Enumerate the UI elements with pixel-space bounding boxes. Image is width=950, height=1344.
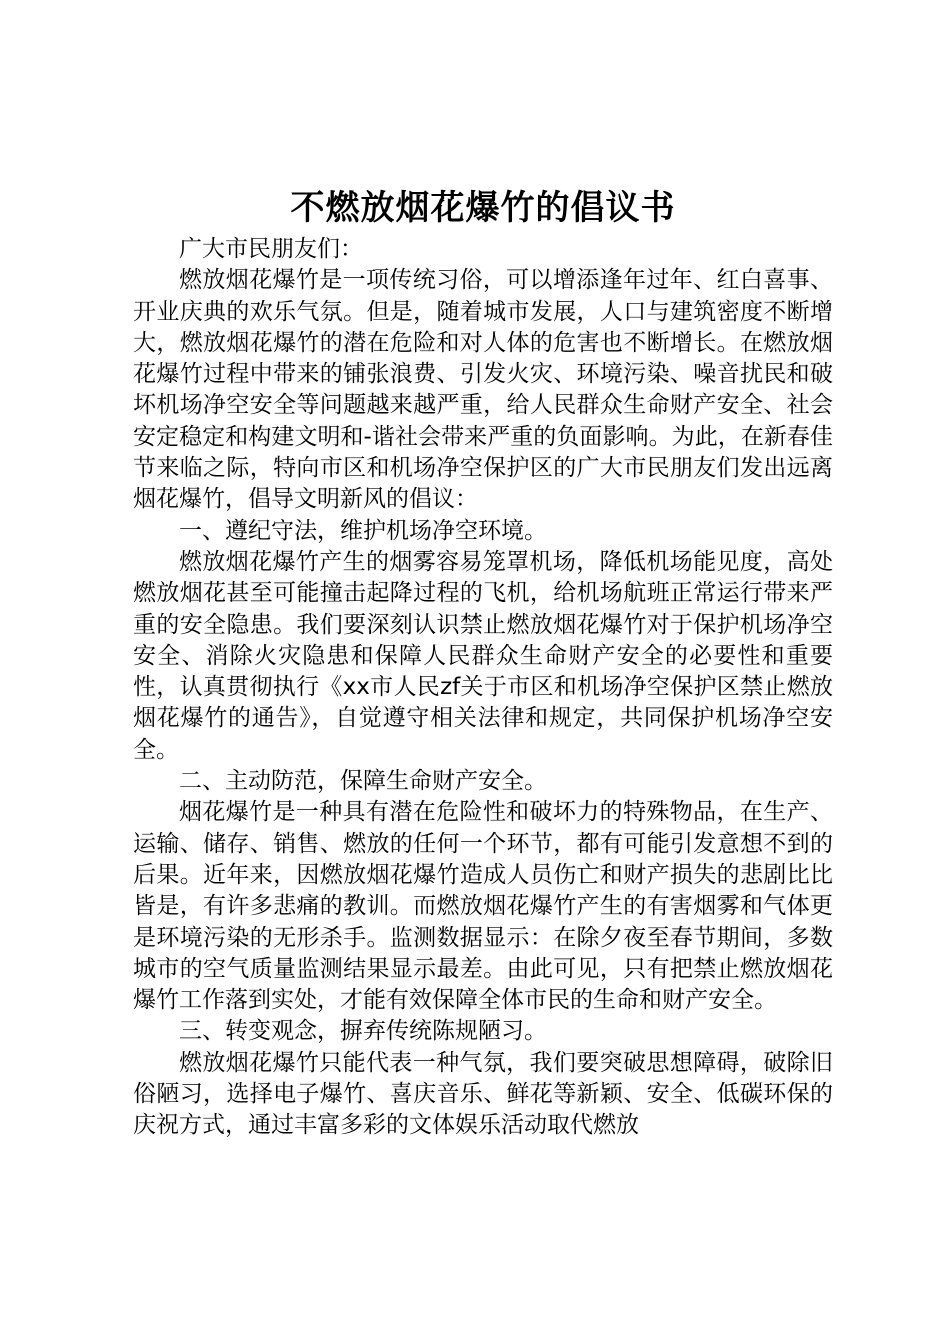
salutation: 广大市民朋友们： bbox=[179, 236, 363, 262]
section-paragraph-3: 燃放烟花爆竹只能代表一种气氛，我们要突破思想障碍，破除旧俗陋习，选择电子爆竹、喜庆音乐、鲜花等新颖、安全、低碳环保的庆祝方式，通过丰富多彩的文体娱乐活动取代燃放 bbox=[133, 1049, 833, 1139]
document-title: 不燃放烟花爆竹的倡议书 bbox=[290, 188, 676, 228]
section-heading-3: 三、转变观念，摒弃传统陈规陋习。 bbox=[179, 1018, 547, 1045]
section-heading-2: 二、主动防范，保障生命财产安全。 bbox=[179, 768, 547, 795]
section-paragraph-1: 燃放烟花爆竹产生的烟雾容易笼罩机场，降低机场能见度，高处燃放烟花甚至可能撞击起降过程的飞机，给机场航班正常运行带来严重的安全隐患。我们要深刻认识禁止燃放烟花爆竹对于保护机场净空安全、消除火灾隐患和保障人民群众生命财产安全的必要性和重要性，认真贯彻执行《xx市人民zf关于市区和机场净空保护区禁止燃放烟花爆竹的通告》，自觉遵守相关法律和规定，共同保护机场净空安全。 bbox=[133, 548, 833, 763]
section-paragraph-2: 烟花爆竹是一种具有潜在危险性和破坏力的特殊物品，在生产、运输、储存、销售、燃放的任何一个环节，都有可能引发意想不到的后果。近年来，因燃放烟花爆竹造成人员伤亡和财产损失的悲剧比比皆是，有许多悲痛的教训。而燃放烟花爆竹产生的有害烟雾和气体更是环境污染的无形杀手。监测数据显示：在除夕夜至春节期间，多数城市的空气质量监测结果显示最差。由此可见，只有把禁止燃放烟花爆竹工作落到实处，才能有效保障全体市民的生命和财产安全。 bbox=[133, 799, 833, 1014]
section-heading-1: 一、遵纪守法，维护机场净空环境。 bbox=[179, 517, 547, 544]
document-page bbox=[133, 182, 833, 1142]
document-body bbox=[133, 234, 833, 1142]
intro-paragraph: 燃放烟花爆竹是一项传统习俗，可以增添逢年过年、红白喜事、开业庆典的欢乐气氛。但是，随着城市发展，人口与建筑密度不断增大，燃放烟花爆竹的潜在危险和对人体的危害也不断增长。在燃放烟花爆竹过程中带来的铺张浪费、引发火灾、环境污染、噪音扰民和破坏机场净空安全等问题越来越严重，给人民群众生命财产安全、社会安定稳定和构建文明和-谐社会带来严重的负面影响。为此，在新春佳节来临之际，特向市区和机场净空保护区的广大市民朋友们发出远离烟花爆竹，倡导文明新风的倡议： bbox=[133, 267, 833, 513]
